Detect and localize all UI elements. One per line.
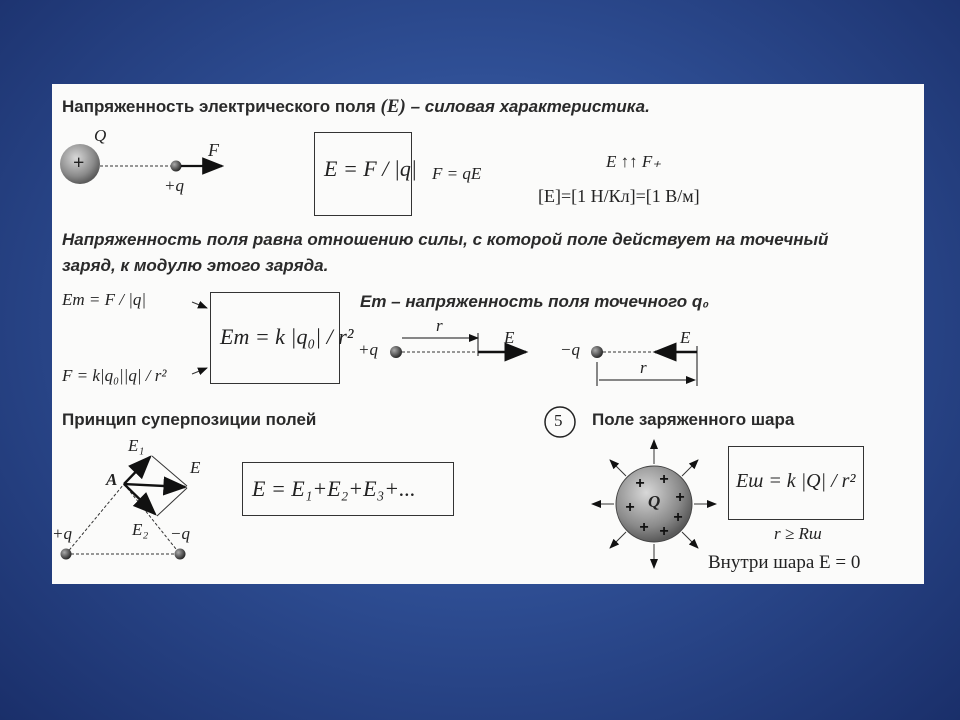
pos-charge-label: +q	[358, 340, 378, 359]
section1-heading: Напряженность электрического поля (E) – силовая характеристика.	[62, 96, 650, 117]
sphere-heading: Поле заряженного шара	[592, 410, 795, 429]
superposition-formula: E = E₁+E₂+E₃+...	[252, 476, 416, 501]
plus-q-label: +q	[52, 524, 72, 543]
svg-text:+: +	[625, 499, 635, 516]
plus-charge-dot	[61, 549, 72, 560]
e-label-neg: E	[680, 328, 691, 347]
e2-label: E₂	[132, 520, 149, 539]
field-formula-small: Eт = F / |q|	[62, 290, 147, 309]
direction-formula: E ↑↑ F₊	[606, 152, 662, 171]
charge-plus-sign: +	[73, 152, 85, 174]
coulomb-formula-small: F = k|q₀||q| / r²	[62, 366, 167, 385]
units-formula: [E]=[1 Н/Кл]=[1 В/м]	[538, 186, 700, 206]
sphere-Q-label: Q	[648, 492, 661, 511]
point-field-formula: Eт = k |q₀| / r²	[220, 324, 354, 349]
svg-text:+: +	[673, 509, 683, 526]
r-label-neg: r	[640, 358, 647, 377]
e1-label: E₁	[128, 436, 145, 455]
section-number: 5	[554, 411, 563, 430]
e2-arrow	[124, 484, 155, 514]
force-label: F	[208, 140, 219, 160]
e-label-pos: E	[504, 328, 515, 347]
dashed-A-plus	[66, 484, 124, 554]
definition-line1: Напряженность поля равна отношению силы, с которой поле действует на точечный	[62, 230, 829, 249]
svg-text:+: +	[675, 489, 685, 506]
e-resultant-arrow	[124, 484, 185, 487]
test-charge-label: +q	[164, 176, 184, 195]
superposition-heading: Принцип суперпозиции полей	[62, 410, 317, 429]
e1-arrow	[124, 457, 150, 484]
pos-charge-dot	[390, 346, 402, 358]
test-charge-dot	[171, 161, 182, 172]
sphere-condition: r ≥ Rш	[774, 524, 822, 543]
slide	[52, 84, 924, 584]
svg-text:+: +	[659, 523, 669, 540]
parallelogram-side-2	[157, 488, 187, 516]
neg-charge-label: −q	[560, 340, 580, 359]
minus-charge-dot	[175, 549, 186, 560]
pointer-arrow-2	[192, 368, 207, 374]
main-formula: E = F / |q|	[324, 156, 417, 181]
parallelogram-side-1	[152, 456, 187, 486]
sphere-formula: Eш = k |Q| / r²	[736, 470, 856, 492]
point-field-heading: Eт – напряженность поля точечного q₀	[360, 292, 709, 311]
svg-text:+: +	[659, 471, 669, 488]
definition-line2: заряд, к модулю этого заряда.	[62, 256, 329, 275]
sphere-inside-text: Внутри шара E = 0	[708, 552, 861, 573]
pointer-arrow-1	[192, 302, 207, 308]
charge-Q-label: Q	[94, 126, 107, 145]
svg-text:+: +	[635, 475, 645, 492]
point-A-label: A	[106, 470, 118, 489]
e-resultant-label: E	[190, 458, 201, 477]
svg-text:+: +	[639, 519, 649, 536]
force-formula: F = qE	[432, 164, 482, 183]
neg-charge-dot	[591, 346, 603, 358]
minus-q-label: −q	[170, 524, 190, 543]
r-label-pos: r	[436, 316, 443, 335]
